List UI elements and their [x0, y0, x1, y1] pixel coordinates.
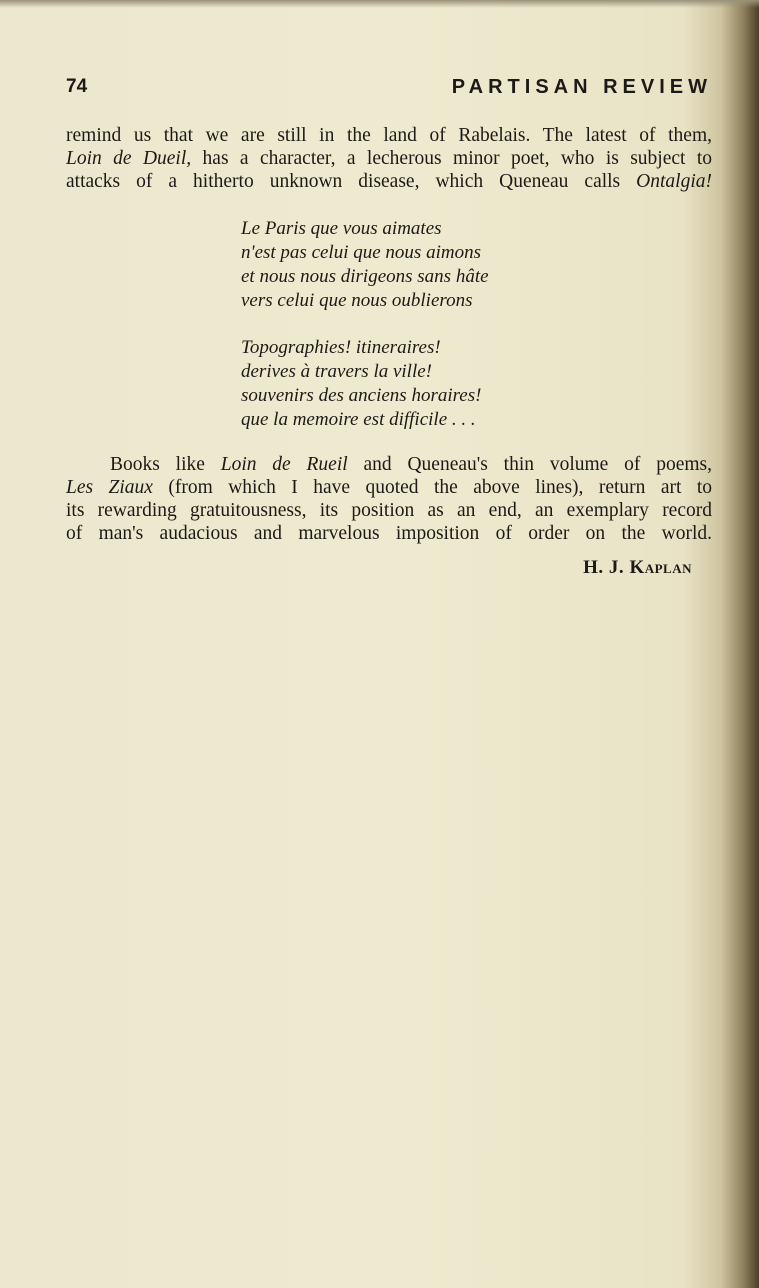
paragraph-line: Les Ziaux (from which I have quoted the above lines), return art to — [66, 477, 712, 498]
paragraph-line: Books like Loin de Rueil and Queneau's thin volume of poems, — [110, 454, 712, 475]
paragraph-line: Loin de Dueil, has a character, a lecherous minor poet, who is subject to — [66, 148, 713, 169]
poem-stanza-2 — [241, 336, 481, 432]
poem-line: que la memoire est difficile . . . — [241, 409, 476, 430]
book-title: Les Ziaux — [66, 477, 153, 498]
poem-line: et nous nous dirigeons sans hâte — [241, 266, 489, 287]
poem-line: souvenirs des anciens horaires! — [241, 385, 482, 406]
running-head: PARTISAN REVIEW — [451, 76, 712, 98]
paragraph-line: of man's audacious and marvelous imposition of order on the world. — [66, 523, 712, 544]
book-title: Loin de Rueil — [220, 454, 348, 475]
author-surname: Kaplan — [629, 557, 692, 578]
paragraph-line: its rewarding gratuitousness, its position as an end, an exemplary record — [66, 500, 712, 521]
poem-line: derives à travers la ville! — [241, 361, 433, 382]
disease-name: Ontalgia! — [636, 171, 712, 192]
author-signature: H. J. Kaplan — [583, 557, 692, 578]
poem-line: vers celui que nous oublierons — [241, 290, 473, 311]
paragraph-closing — [66, 453, 712, 545]
poem-line: Le Paris que vous aimates — [241, 218, 442, 239]
poem-stanza-1 — [241, 217, 489, 313]
poem-line: Topographies! itineraires! — [241, 337, 441, 358]
paragraph-line: remind us that we are still in the land of Rabelais. The latest of them, — [66, 125, 712, 146]
page-header — [66, 72, 712, 102]
paragraph-continuation — [66, 124, 712, 193]
paragraph-line: attacks of a hitherto unknown disease, which Queneau calls Ontalgia! — [66, 171, 712, 192]
book-title: Loin de Dueil, — [66, 148, 192, 169]
page-number: 74 — [66, 76, 88, 97]
poem-line: n'est pas celui que nous aimons — [241, 242, 481, 263]
